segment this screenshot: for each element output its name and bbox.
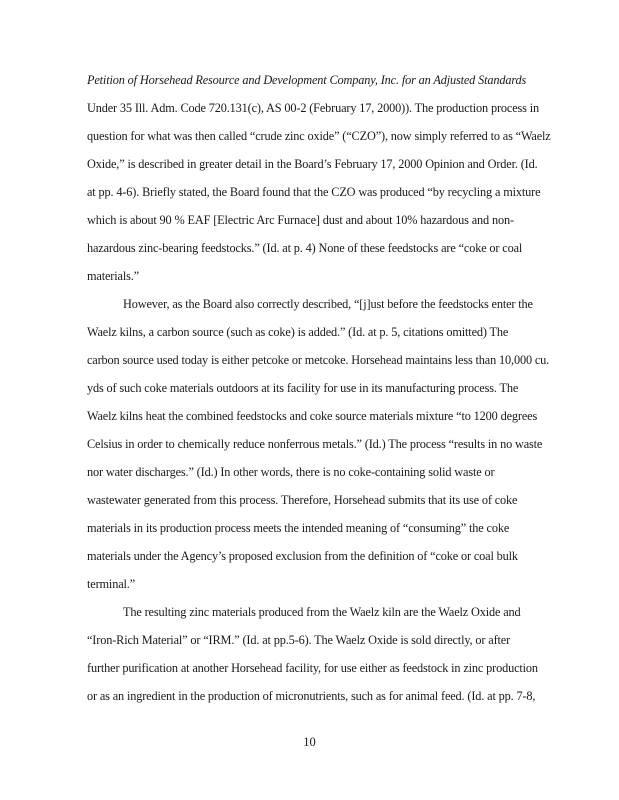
paragraph-line: Petition of Horsehead Resource and Development Company, Inc. for an Adjusted Standards [87,73,527,87]
paragraph-line: materials under the Agency’s proposed exclusion from the definition of “coke or coal bulk [87,549,518,563]
paragraph-line: hazardous zinc-bearing feedstocks.” (Id. at p. 4) None of these feedstocks are “coke or coal [87,241,523,255]
paragraph-line: carbon source used today is either petcoke or metcoke. Horsehead maintains less than 10,000 cu. [87,353,550,367]
paragraph-line: Waelz kilns, a carbon source (such as coke) is added.” (Id. at p. 5, citations omitted) The [87,325,509,339]
paragraph-line: Waelz kilns heat the combined feedstocks and coke source materials mixture “to 1200 degrees [87,409,538,423]
paragraph-line: nor water discharges.” (Id.) In other words, there is no coke-containing solid waste or [87,465,495,479]
paragraph-line: materials in its production process meets the intended meaning of “consuming” the coke [87,521,510,535]
paragraph-line: The resulting zinc materials produced from the Waelz kiln are the Waelz Oxide and [123,605,521,619]
paragraph-line: further purification at another Horsehead facility, for use either as feedstock in zinc production [87,661,538,675]
paragraph-line: “Iron-Rich Material” or “IRM.” (Id. at pp.5-6). The Waelz Oxide is sold directly, or after [87,633,511,647]
paragraph-line: wastewater generated from this process. Therefore, Horsehead submits that its use of coke [87,493,518,507]
paragraph-line: Under 35 Ill. Adm. Code 720.131(c), AS 00-2 (February 17, 2000)). The production process in [87,101,539,115]
page-number: 10 [303,735,316,749]
paragraph-line: question for what was then called “crude zinc oxide” (“CZO”), now simply referred to as “Waelz [87,129,551,143]
paragraph-line: which is about 90 % EAF [Electric Arc Furnace] dust and about 10% hazardous and non- [87,213,514,227]
paragraph-line: terminal.” [87,577,136,591]
paragraph-line: However, as the Board also correctly described, “[j]ust before the feedstocks enter the [123,297,533,311]
paragraph-line: or as an ingredient in the production of micronutrients, such as for animal feed. (Id. at pp. 7-8, [87,689,536,703]
paragraph-line: yds of such coke materials outdoors at its facility for use in its manufacturing process. The [87,381,519,395]
paragraph-line: at pp. 4-6). Briefly stated, the Board found that the CZO was produced “by recycling a mixture [87,185,541,199]
paragraph-line: Celsius in order to chemically reduce nonferrous metals.” (Id.) The process “results in no waste [87,437,543,451]
paragraph-line: Oxide,” is described in greater detail in the Board’s February 17, 2000 Opinion and Order. (Id. [87,157,538,171]
paragraph-line: materials.” [87,269,139,283]
